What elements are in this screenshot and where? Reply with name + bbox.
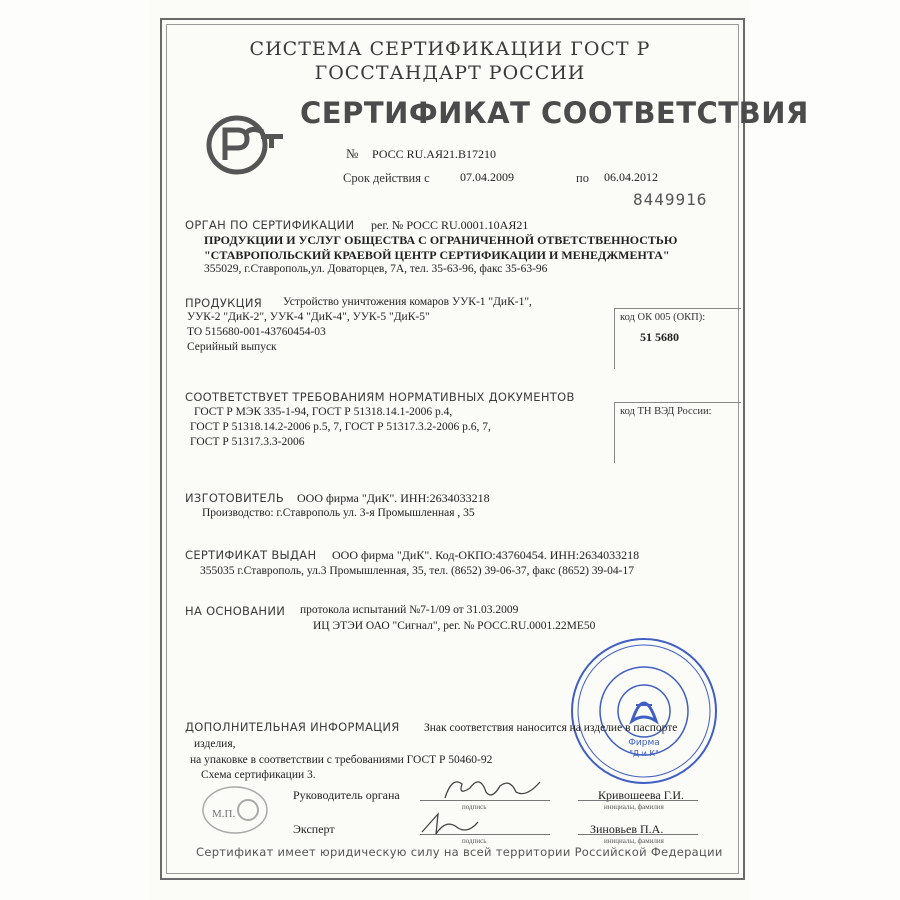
additional-line-4: Схема сертификации 3. xyxy=(201,769,316,781)
expert-name-caption: инициалы, фамилия xyxy=(604,837,664,845)
conformity-line-2: ГОСТ Р 51318.14.2-2006 р.5, 7, ГОСТ Р 51317.3.2-2006 р.6, 7, xyxy=(190,421,491,433)
conformity-line-1: ГОСТ Р МЭК 335-1-94, ГОСТ Р 51318.14.1-2006 р.4, xyxy=(194,406,453,418)
product-line-3: ТО 515680-001-43760454-03 xyxy=(187,326,326,338)
valid-to: 06.04.2012 xyxy=(604,170,658,184)
head-signature-icon xyxy=(440,770,550,806)
certificate-number: РОСС RU.АЯ21.В17210 xyxy=(372,147,496,161)
certificate-title: СЕРТИФИКАТ СООТВЕТСТВИЯ xyxy=(300,96,809,130)
issued-address: 355035 г.Ставрополь, ул.3 Промышленная, 35, тел. (8652) 39-06-37, факс (8652) 39-04-17 xyxy=(200,565,634,577)
head-sig-caption: подпись xyxy=(462,803,487,811)
expert-name: Зиновьев П.А. xyxy=(590,822,664,836)
product-label: ПРОДУКЦИЯ xyxy=(185,296,263,310)
organ-line-3: 355029, г.Ставрополь,ул. Доваторцев, 7А, тел. 35-63-96, факс 35-63-96 xyxy=(204,263,548,275)
okp-code-value: 51 5680 xyxy=(640,330,679,344)
expert-name-line xyxy=(578,834,698,835)
organ-line-2: "СТАВРОПОЛЬСКИЙ КРАЕВОЙ ЦЕНТР СЕРТИФИКАЦИИ И МЕНЕДЖМЕНТА" xyxy=(204,248,670,262)
number-prefix: № xyxy=(346,146,359,161)
product-line-4: Серийный выпуск xyxy=(187,341,277,353)
additional-line-3: на упаковке в соответствии с требованиями ГОСТ Р 50460-92 xyxy=(190,754,493,766)
head-name: Кривошеева Г.И. xyxy=(598,788,684,802)
organ-line-1: ПРОДУКЦИИ И УСЛУГ ОБЩЕСТВА С ОГРАНИЧЕННОЙ ОТВЕТСТВЕННОСТЬЮ xyxy=(204,233,678,247)
head-name-line xyxy=(578,800,698,801)
additional-line-1: Знак соответствия наносится на изделие в паспорте xyxy=(424,722,678,734)
agency-title: ГОССТАНДАРТ РОССИИ xyxy=(314,62,586,84)
expert-label: Эксперт xyxy=(293,822,335,836)
serial-number: 8449916 xyxy=(633,190,708,209)
additional-label: ДОПОЛНИТЕЛЬНАЯ ИНФОРМАЦИЯ xyxy=(185,720,400,734)
expert-sig-caption: подпись xyxy=(462,837,487,845)
basis-line-2: ИЦ ЭТЭИ ОАО "Сигнал", рег. № РОСС.RU.0001.22МЕ50 xyxy=(313,620,596,632)
mp-label: М.П. xyxy=(212,808,236,820)
head-label: Руководитель органа xyxy=(293,788,400,802)
gost-r-logo-icon xyxy=(203,112,289,178)
manufacturer-production: Производство: г.Ставрополь ул. 3-я Промышленная , 35 xyxy=(202,507,475,519)
product-line-2: УУК-2 "ДиК-2", УУК-4 "ДиК-4", УУК-5 "ДиК-5" xyxy=(187,311,430,323)
manufacturer-label: ИЗГОТОВИТЕЛЬ xyxy=(185,491,285,505)
issued-value: ООО фирма "ДиК". Код-ОКПО:43760454. ИНН:2634033218 xyxy=(332,548,640,562)
company-stamp-icon xyxy=(568,635,720,787)
valid-label: Срок действия с xyxy=(343,171,430,185)
expert-signature-icon xyxy=(418,808,508,838)
basis-label: НА ОСНОВАНИИ xyxy=(185,604,286,618)
additional-line-2: изделия, xyxy=(194,738,236,750)
stamp-center-text-2: "Д и К" xyxy=(629,749,659,758)
footer-text: Сертификат имеет юридическую силу на всей территории Российской Федерации xyxy=(196,845,723,859)
manufacturer-value: ООО фирма "ДиК". ИНН:2634033218 xyxy=(297,491,490,505)
system-title: СИСТЕМА СЕРТИФИКАЦИИ ГОСТ Р xyxy=(249,38,651,60)
basis-line-1: протокола испытаний №7-1/09 от 31.03.2009 xyxy=(300,604,519,616)
tnved-code-label: код ТН ВЭД России: xyxy=(620,406,712,417)
stamp-center-text: Фирма xyxy=(628,738,660,748)
organ-reg: рег. № РОСС RU.0001.10АЯ21 xyxy=(371,218,529,232)
okp-code-label: код ОК 005 (ОКП): xyxy=(620,312,706,323)
issued-label: СЕРТИФИКАТ ВЫДАН xyxy=(185,548,317,562)
valid-to-label: по xyxy=(576,171,589,185)
head-name-caption: инициалы, фамилия xyxy=(604,803,664,811)
valid-from: 07.04.2009 xyxy=(460,170,514,184)
conformity-line-3: ГОСТ Р 51317.3.3-2006 xyxy=(190,436,305,448)
conformity-label: СООТВЕТСТВУЕТ ТРЕБОВАНИЯМ НОРМАТИВНЫХ ДОКУМЕНТОВ xyxy=(185,390,575,404)
product-line-1: Устройство уничтожения комаров УУК-1 "ДиК-1", xyxy=(283,296,532,308)
organ-label: ОРГАН ПО СЕРТИФИКАЦИИ xyxy=(185,218,355,232)
